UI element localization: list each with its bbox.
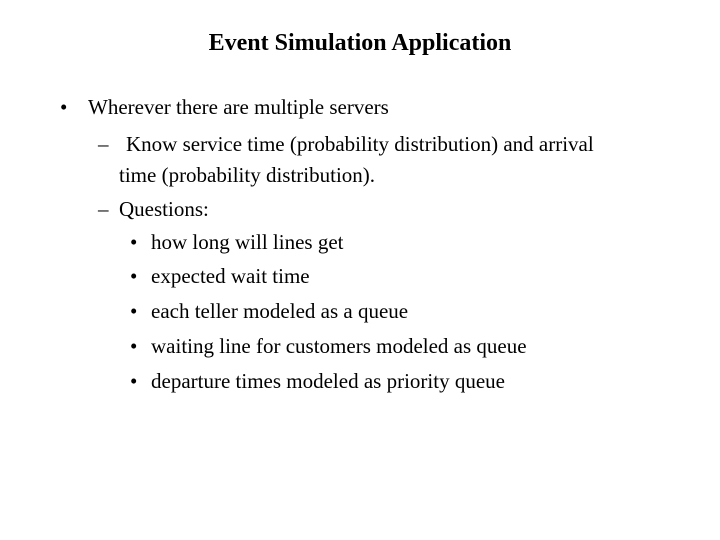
sub-text-service-time-line2: time (probability distribution). [119, 163, 376, 187]
bullet-marker: • [130, 334, 138, 358]
dash-marker: – [98, 197, 109, 221]
question-item: departure times modeled as priority queue [151, 369, 505, 393]
slide-title: Event Simulation Application [208, 30, 512, 56]
question-item: how long will lines get [151, 230, 344, 254]
sub-text-questions: Questions: [119, 197, 209, 221]
dash-marker: – [98, 132, 109, 156]
bullet-text-multiple-servers: Wherever there are multiple servers [88, 95, 389, 119]
question-item: waiting line for customers modeled as queue [151, 334, 527, 358]
bullet-marker: • [130, 264, 138, 288]
bullet-marker: • [130, 230, 138, 254]
question-item: each teller modeled as a queue [151, 299, 409, 323]
bullet-marker: • [60, 95, 68, 119]
question-item: expected wait time [151, 264, 310, 288]
bullet-marker: • [130, 299, 138, 323]
sub-text-service-time-line1: Know service time (probability distribution) and arrival [126, 132, 594, 156]
bullet-marker: • [130, 369, 138, 393]
